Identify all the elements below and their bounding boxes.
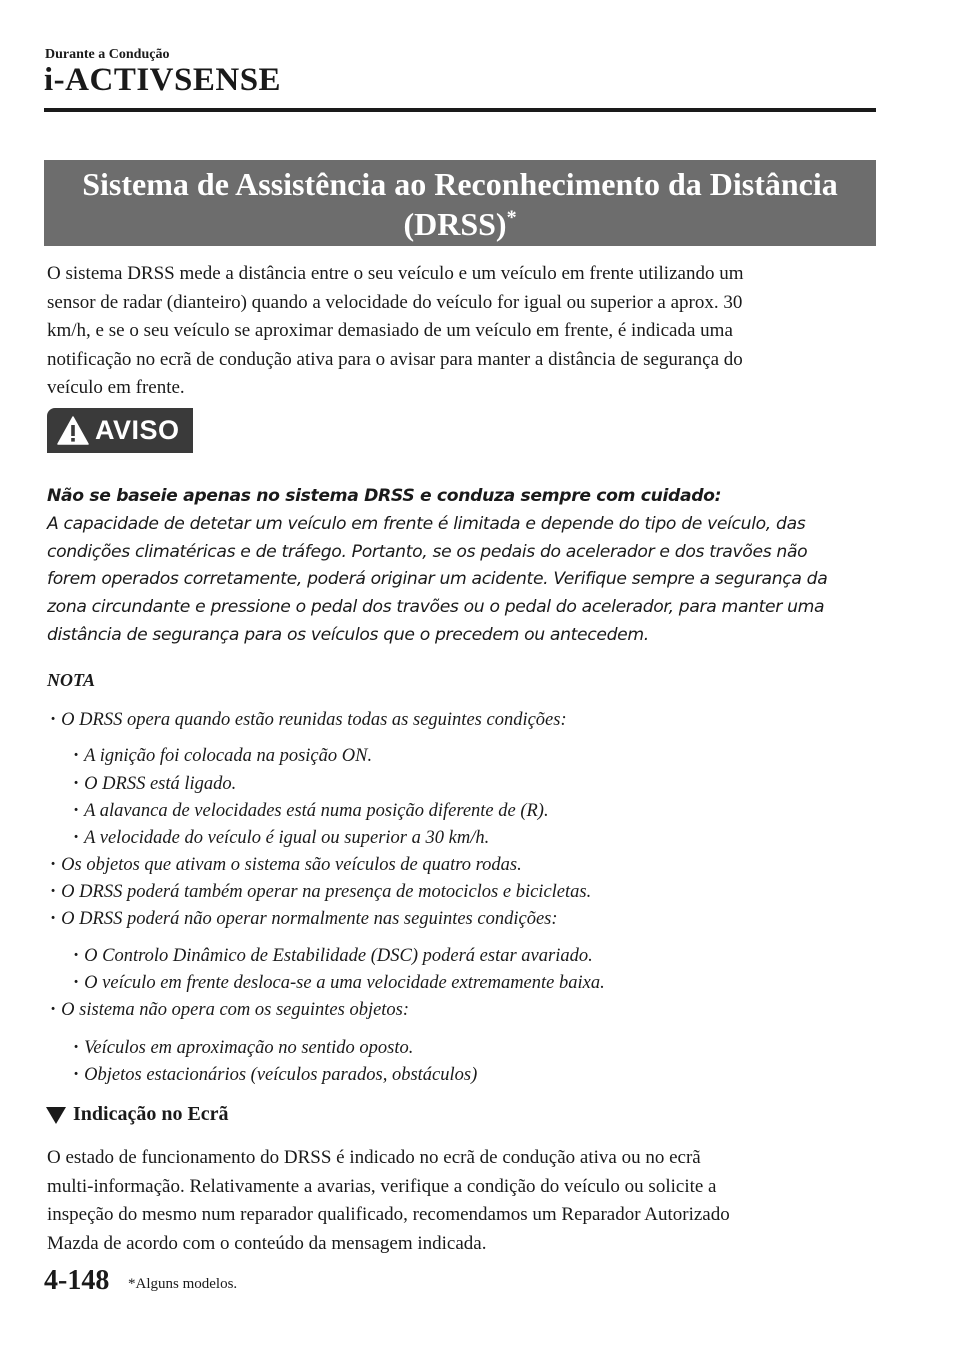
note-subitem: [73, 971, 605, 995]
bullet: ·: [50, 855, 57, 875]
warning-badge: [47, 408, 193, 453]
note-text: A ignição foi colocada na posição ON.: [84, 746, 373, 766]
bullet: ·: [73, 973, 80, 993]
warning-text: [47, 483, 879, 650]
warning-line: A capacidade de detetar um veículo em frente é limitada e depende do tipo de veículo, das: [47, 513, 806, 534]
warning-line: forem operados corretamente, poderá originar um acidente. Verifique sempre a segurança da: [47, 569, 828, 590]
note-item: [50, 907, 558, 931]
bullet: ·: [73, 946, 80, 966]
note-text: O sistema não opera com os seguintes objetos:: [61, 1000, 410, 1020]
warning-triangle-icon: [57, 416, 89, 446]
bullet: ·: [73, 1065, 80, 1085]
note-text: A velocidade do veículo é igual ou superior a 30 km/h.: [84, 828, 490, 848]
note-text: O DRSS opera quando estão reunidas todas as seguintes condições:: [61, 710, 567, 730]
status-line: inspeção do mesmo num reparador qualificado, recomendamos um Reparador Autorizado: [47, 1204, 730, 1225]
bullet: ·: [73, 746, 80, 766]
note-heading: NOTA: [47, 670, 96, 690]
section-label: Durante a Condução: [45, 47, 170, 62]
subsection-heading: [45, 1103, 229, 1126]
note-subitem: [73, 1036, 413, 1060]
warning-line: distância de segurança para os veículos que o precedem ou antecedem.: [47, 624, 649, 645]
note-text: Objetos estacionários (veículos parados, obstáculos): [84, 1065, 478, 1085]
bullet: ·: [50, 710, 57, 730]
bullet: ·: [73, 774, 80, 794]
status-paragraph: [47, 1144, 877, 1258]
note-subitem: [73, 944, 593, 968]
bullet: ·: [50, 882, 57, 902]
note-subitem: [73, 826, 489, 850]
note-text: O DRSS está ligado.: [84, 774, 237, 794]
bullet: ·: [73, 828, 80, 848]
chapter-title: i-ACTIVSENSE: [44, 62, 282, 98]
optional-equipment-marker: *: [506, 206, 517, 229]
footnote: *Alguns modelos.: [128, 1276, 238, 1292]
header-divider: [44, 108, 876, 112]
note-subitem: [73, 799, 549, 823]
note-item: [50, 998, 409, 1022]
section-title-acronym: (DRSS): [403, 206, 507, 242]
note-subitem: [73, 1063, 477, 1087]
note-text: O DRSS poderá também operar na presença de motociclos e bicicletas.: [61, 882, 592, 902]
note-text: A alavanca de velocidades está numa posição diferente de (R).: [84, 801, 549, 821]
warning-line: zona circundante e pressione o pedal dos travões ou o pedal do acelerador, para manter uma: [47, 597, 825, 618]
section-title-line1: Sistema de Assistência ao Reconhecimento da Distância: [82, 166, 838, 202]
warning-heading: Não se baseie apenas no sistema DRSS e conduza sempre com cuidado:: [47, 486, 722, 506]
section-title-box: [44, 160, 876, 246]
bullet: ·: [73, 801, 80, 821]
intro-paragraph: [47, 260, 877, 403]
intro-line: veículo em frente.: [47, 377, 185, 398]
warning-label: AVISO: [95, 415, 180, 445]
bullet: ·: [73, 1038, 80, 1058]
subsection-title: Indicação no Ecrã: [73, 1103, 229, 1125]
warning-line: condições climatéricas e de tráfego. Portanto, se os pedais do acelerador e dos travões não: [47, 541, 808, 562]
note-text: O Controlo Dinâmico de Estabilidade (DSC) poderá estar avariado.: [84, 946, 593, 966]
intro-line: sensor de radar (dianteiro) quando a velocidade do veículo for igual ou superior a aprox. 30: [47, 291, 743, 313]
note-item: [50, 880, 591, 904]
section-title-line2: [44, 204, 876, 244]
page-number: 4-148: [44, 1265, 110, 1296]
note-text: O veículo em frente desloca-se a uma velocidade extremamente baixa.: [84, 973, 605, 993]
status-line: Mazda de acordo com o conteúdo da mensagem indicada.: [47, 1232, 487, 1254]
bullet: ·: [50, 909, 57, 929]
status-line: O estado de funcionamento do DRSS é indicado no ecrã de condução ativa ou no ecrã: [47, 1147, 701, 1168]
status-line: multi-informação. Relativamente a avarias, verifique a condição do veículo ou solicite a: [47, 1175, 717, 1197]
triangle-down-icon: [45, 1105, 67, 1125]
note-subitem: [73, 772, 236, 796]
note-text: O DRSS poderá não operar normalmente nas seguintes condições:: [61, 909, 558, 929]
intro-line: O sistema DRSS mede a distância entre o seu veículo e um veículo em frente utilizando um: [47, 263, 744, 284]
note-item: [50, 853, 522, 877]
note-text: Veículos em aproximação no sentido oposto.: [84, 1038, 414, 1058]
note-text: Os objetos que ativam o sistema são veículos de quatro rodas.: [61, 855, 522, 875]
intro-line: km/h, e se o seu veículo se aproximar demasiado de um veículo em frente, é indicada uma: [47, 320, 733, 341]
note-item: [50, 708, 567, 732]
intro-line: notificação no ecrã de condução ativa para o avisar para manter a distância de segurança do: [47, 348, 743, 370]
note-subitem: [73, 744, 372, 768]
bullet: ·: [50, 1000, 57, 1020]
